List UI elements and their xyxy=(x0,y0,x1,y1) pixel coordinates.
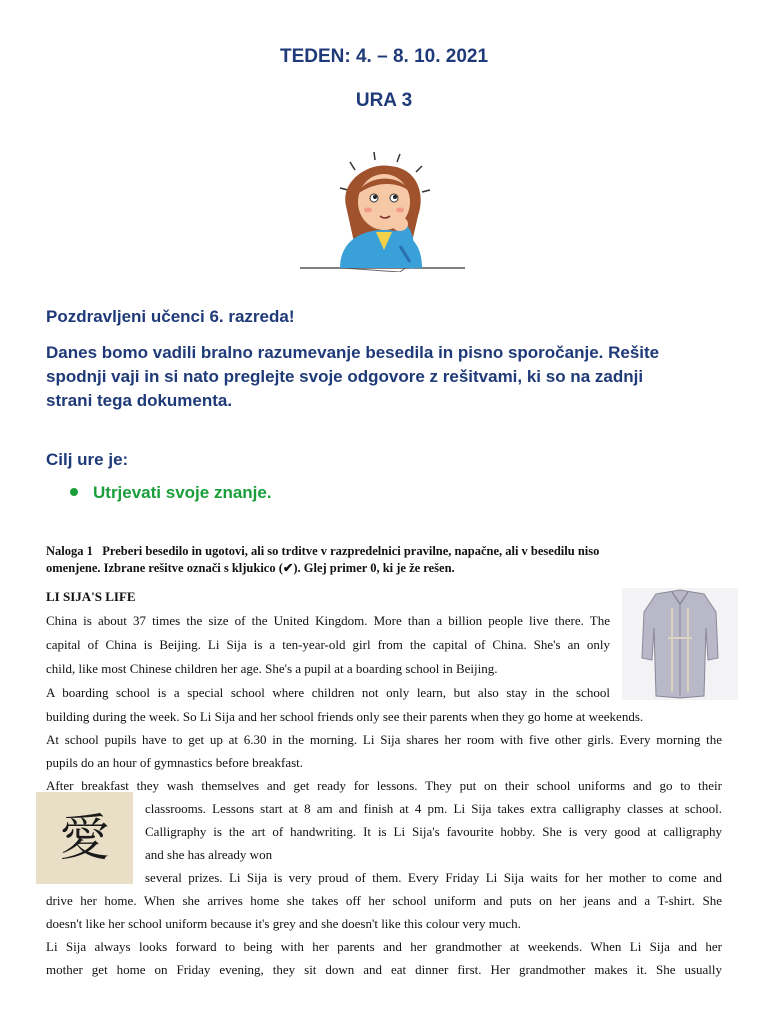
story-line: mother get home on Friday evening, they sit down and eat dinner first. Her grandmother makes it. She usually xyxy=(46,962,722,977)
story-line: child, like most Chinese children her age. She's a pupil at a boarding school in Beijing. xyxy=(46,661,498,676)
story-line: classrooms. Lessons start at 8 am and finish at 4 pm. Li Sija takes extra calligraphy classes at school. xyxy=(145,801,722,816)
thinking-girl-illustration xyxy=(300,150,470,272)
greeting: Pozdravljeni učenci 6. razreda! xyxy=(46,307,295,326)
calligraphy-image xyxy=(36,792,133,884)
intro-line-2: spodnji vaji in si nato preglejte svoje odgovore z rešitvami, ki so na zadnji xyxy=(46,367,644,386)
story-line: pupils do an hour of gymnastics before breakfast. xyxy=(46,755,304,770)
story-line: China is about 37 times the size of the United Kingdom. More than a billion people live there. The xyxy=(46,613,610,628)
goal-bullet: Utrjevati svoje znanje. xyxy=(93,483,272,502)
week-title: TEDEN: 4. – 8. 10. 2021 xyxy=(279,46,489,67)
story-line: several prizes. Li Sija is very proud of them. Every Friday Li Sija waits for her mother to come and xyxy=(145,870,722,885)
calligraphy-character: 愛 xyxy=(59,809,110,867)
task-line-1: Preberi besedilo in ugotovi, ali so trditve v razpredelnici pravilne, napačne, ali v besedilu niso xyxy=(102,544,600,558)
story-line: capital of China is Beijing. Li Sija is a ten-year-old girl from the capital of China. She's an only xyxy=(46,637,610,652)
story-line: building during the week. So Li Sija and her school friends only see their parents when they go home at weekends. xyxy=(46,709,644,724)
intro-line-3: strani tega dokumenta. xyxy=(46,391,233,410)
story-line: and she has already won xyxy=(145,847,273,862)
story-line: Li Sija always looks forward to being with her parents and her grandmother at weekends. When Li Sija and her xyxy=(46,939,722,954)
story-line: At school pupils have to get up at 6.30 in the morning. Li Sija shares her room with five other girls. Every morning the xyxy=(46,732,722,747)
story-line: After breakfast they wash themselves and get ready for lessons. They put on their school uniforms and go to their xyxy=(46,778,722,793)
task-line-2: omenjene. Izbrane rešitve označi s kljukico (✔). Glej primer 0, ki je že rešen. xyxy=(46,561,455,575)
story-line: doesn't like her school uniform because it's grey and she doesn't like this colour very much. xyxy=(46,916,521,931)
task-label: Naloga 1 xyxy=(46,544,93,558)
story-line: A boarding school is a special school where children not only learn, but also stay in the school xyxy=(46,685,610,700)
story-line: drive her home. When she arrives home she takes off her school uniform and puts on her jeans and a T-shirt. She xyxy=(46,893,722,908)
school-uniform-image xyxy=(622,588,738,700)
intro-paragraph xyxy=(46,341,726,413)
story-line: Calligraphy is the art of handwriting. It is Li Sija's favourite hobby. She is very good at calligraphy xyxy=(145,824,722,839)
bullet-dot xyxy=(70,488,78,496)
story-title: LI SIJA'S LIFE xyxy=(46,589,136,604)
task-instructions xyxy=(46,543,726,577)
goal-heading: Cilj ure je: xyxy=(46,450,129,469)
intro-line-1: Danes bomo vadili bralno razumevanje besedila in pisno sporočanje. Rešite xyxy=(46,343,660,362)
lesson-title: URA 3 xyxy=(355,90,413,111)
